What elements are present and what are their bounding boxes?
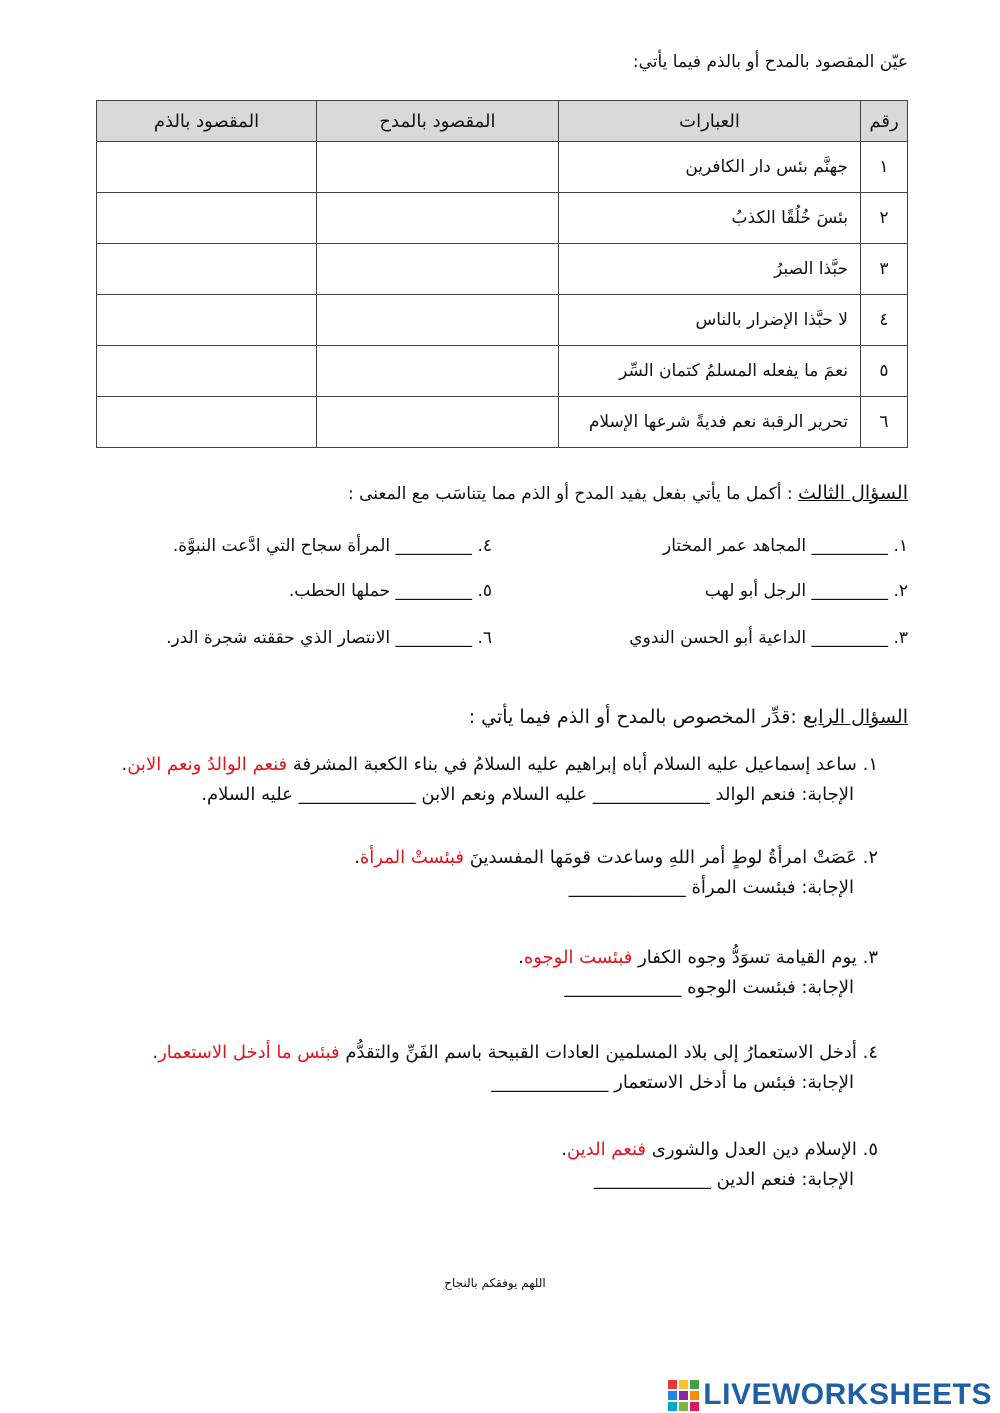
row-number: ٤ [861,295,908,346]
q4-question-text: ٢. عَصَتْ امرأةُ لوطٍ أمر اللهِ وساعدت قومَها المفسدينَ [464,847,878,868]
q4-item-4 [152,1038,878,1098]
q4-item-3 [518,943,878,1003]
q4-highlight-text: فبئستْ المرأة [359,847,465,868]
instruction-text: عيّن المقصود بالمدح أو بالذم فيما يأتي: [632,52,908,72]
row-number: ٦ [861,397,908,448]
q4-end-mark: . [152,1042,159,1063]
q4-answer-line[interactable]: الإجابة: فبئست المرأة _____________ [568,877,854,898]
header-praise: المقصود بالمدح [316,101,558,142]
q3-item-1[interactable]: ١. _________ المجاهد عمر المختار [662,536,908,556]
brand-name: LIVEWORKSHEETS [703,1378,992,1411]
row-number: ٥ [861,346,908,397]
praise-answer-cell[interactable] [316,244,558,295]
table-row [97,346,908,397]
praise-answer-cell[interactable] [316,397,558,448]
q4-question-line [122,750,879,780]
q4-answer-line[interactable]: الإجابة: فبئس ما أدخل الاستعمار _____________ [491,1072,854,1093]
blame-answer-cell[interactable] [97,397,317,448]
row-phrase: لا حبَّذا الإضرار بالناس [559,295,861,346]
row-phrase: بئسَ خُلُقًا الكذبُ [559,193,861,244]
q4-end-mark: . [561,1139,567,1160]
table-row [97,244,908,295]
grid-logo-icon [668,1380,699,1411]
q4-item-5 [561,1135,878,1195]
row-phrase: حبَّذا الصبرُ [559,244,861,295]
q4-item-1 [122,750,879,810]
liveworksheets-logo [668,1378,992,1412]
q4-answer-line[interactable]: الإجابة: فنعم الدين _____________ [593,1169,854,1190]
row-phrase: نعمَ ما يفعله المسلمُ كتمان السِّر [559,346,861,397]
header-number: رقم [861,101,908,142]
blame-answer-cell[interactable] [97,193,317,244]
blame-answer-cell[interactable] [97,244,317,295]
row-number: ٢ [861,193,908,244]
q4-answer-line[interactable]: الإجابة: فنعم الوالد _____________ عليه السلام ونعم الابن _____________ عليه السلام. [201,784,854,805]
blame-answer-cell[interactable] [97,346,317,397]
row-number: ٣ [861,244,908,295]
table-header-row [97,101,908,142]
praise-answer-cell[interactable] [316,193,558,244]
q3-item-3[interactable]: ٣. _________ الداعية أبو الحسن الندوي [629,628,908,648]
q3-item-5[interactable]: ٥. _________ حملها الحطب. [288,581,492,601]
table-row [97,142,908,193]
praise-answer-cell[interactable] [316,346,558,397]
row-phrase: جهنَّم بئس دار الكافرين [559,142,861,193]
row-phrase: تحرير الرقبة نعم فديةً شرعها الإسلام [559,397,861,448]
q4-highlight-text: فبئست الوجوه [523,947,633,968]
q4-highlight-text: فنعم الوالدُ ونعم الابن [127,754,288,775]
table-row [97,397,908,448]
q3-item-4[interactable]: ٤. _________ المرأة سجاح التي ادَّعت النبوَّة. [172,536,492,556]
question-3-title: السؤال الثالث [798,482,908,504]
q4-highlight-text: فبئس ما أدخل الاستعمار [158,1042,340,1063]
blame-answer-cell[interactable] [97,295,317,346]
q4-question-line [518,943,878,973]
footer-prayer: اللهم يوفقكم بالنجاح [444,1276,546,1290]
header-phrases: العبارات [559,101,861,142]
q4-question-text: ٣. يوم القيامة تسوَدُّ وجوه الكفار [632,947,878,968]
question-3-separator: : [781,484,798,504]
q4-question-line [152,1038,878,1068]
q4-question-text: ١. ساعد إسماعيل عليه السلام أباه إبراهيم عليه السلامُ في بناء الكعبة المشرفة [287,754,878,775]
q4-end-mark: . [354,847,360,868]
question-4-text: :قدِّر المخصوص بالمدح أو الذم فيما يأتي : [468,706,803,728]
question-4-title: السؤال الرابع [802,706,908,728]
q4-answer-line[interactable]: الإجابة: فبئست الوجوه _____________ [564,977,854,998]
header-blame: المقصود بالذم [97,101,317,142]
q4-question-line [354,843,878,873]
q4-highlight-text: فنعم الدين [566,1139,647,1160]
praise-answer-cell[interactable] [316,142,558,193]
question-4-heading [469,706,908,728]
q4-question-line [561,1135,878,1165]
praise-blame-table [96,100,908,448]
question-3-heading [348,482,908,504]
q4-question-text: ٤. أدخل الاستعمارُ إلى بلاد المسلمين العادات القبيحة باسم الفَنِّ والتقدُّم [339,1042,878,1063]
question-3-text: أكمل ما يأتي بفعل يفيد المدح أو الذم مما يتناسَب مع المعنى : [347,484,782,504]
q4-question-text: ٥. الإسلام دين العدل والشورى [646,1139,878,1160]
q3-item-6[interactable]: ٦. _________ الانتصار الذي حققته شجرة الدر. [166,628,492,648]
q4-end-mark: . [518,947,524,968]
q4-end-mark: . [121,754,128,775]
q3-item-2[interactable]: ٢. _________ الرجل أبو لهب [704,581,908,601]
table-row [97,193,908,244]
praise-answer-cell[interactable] [316,295,558,346]
table-row [97,295,908,346]
q4-item-2 [354,843,878,903]
row-number: ١ [861,142,908,193]
blame-answer-cell[interactable] [97,142,317,193]
